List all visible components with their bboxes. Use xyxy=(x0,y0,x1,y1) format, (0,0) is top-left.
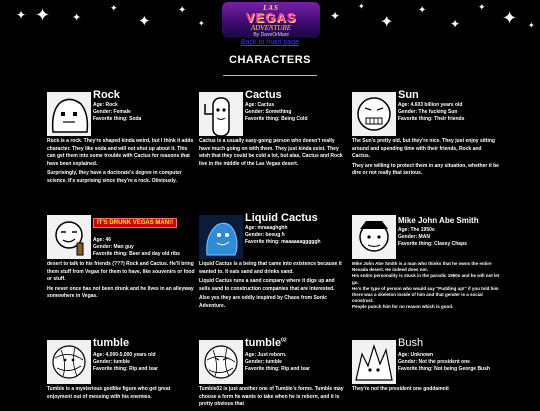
character-favorite: Favorite thing: Not being George Bush xyxy=(398,366,490,372)
star-decoration: ✦ xyxy=(330,9,341,23)
mike-icon xyxy=(352,215,396,259)
description-paragraph: Liquid Cactus is a being that came into existence because it wanted to. It eats sand and drinks sand. xyxy=(199,261,342,275)
description-paragraph: Rock is a rock. They're shaped kinda weird, but I think it adds character. They like soda and will not shut up about it. This can get them into some trouble with Cactus for reasons that have been explained. xyxy=(47,138,194,167)
character-description xyxy=(352,138,500,180)
star-decoration: ✦ xyxy=(358,2,365,11)
star-decoration: ✦ xyxy=(110,4,118,14)
description-paragraph: He's the type of person who would say "Pudding up!" if you told him there was a skeleton inside of him and that gender is a social construct. xyxy=(352,285,499,304)
character-age: Age: Just reborn. xyxy=(245,352,287,358)
character-gender: Gender: beeug h xyxy=(245,232,285,238)
tumbleweed-icon xyxy=(199,340,243,384)
tumble-portrait xyxy=(47,340,91,384)
description-paragraph: He never once has not been drunk and he lives in an alleyway somewhere in Vegas. xyxy=(47,285,194,300)
drunk-vegas-man-portrait xyxy=(47,215,91,259)
back-to-main-link[interactable]: Back to main page xyxy=(241,39,299,46)
star-decoration: ✦ xyxy=(528,21,535,30)
description-paragraph: People punch him for no reason which is good. xyxy=(352,304,454,310)
sun-icon xyxy=(352,92,396,136)
description-paragraph: The Sun's pretty old, but they're nice. They just enjoy sitting around and spending time with their friends, Rock and Cactus. xyxy=(352,138,495,160)
star-decoration: ✦ xyxy=(502,8,518,29)
character-name: Sun xyxy=(398,89,419,101)
star-decoration: ✦ xyxy=(478,3,486,13)
description-paragraph: desert to talk to his friends (???) Rock and Cactus. He'll bring them stuff from Vegas for them to have, like souvenirs or food or stuff. xyxy=(47,261,195,283)
character-gender: Gender: tumble xyxy=(245,359,282,365)
character-age: Age: Unknown xyxy=(398,352,433,358)
character-description xyxy=(47,138,195,188)
character-gender: Gender: tumble xyxy=(93,359,130,365)
tumbleweed-icon xyxy=(47,340,91,384)
character-age: Age: 46 xyxy=(93,237,112,243)
cactus-icon xyxy=(199,92,243,136)
page-title: CHARACTERS xyxy=(229,54,311,66)
description-paragraph: They're not the president one goddamnit xyxy=(352,386,449,392)
character-name-text: tumble xyxy=(245,337,282,349)
description-paragraph: Also yes they are oddly inspired by Chaos from Sonic Adventure. xyxy=(199,295,328,309)
character-name: tumble xyxy=(93,337,130,349)
character-favorite: Favorite thing: Soda xyxy=(93,116,142,122)
character-age: Age: The 1950s xyxy=(398,227,435,233)
description-paragraph: They are willing to protect them in any situation, whether it be dire or not really that serious. xyxy=(352,162,499,177)
character-favorite: Favorite thing: Being Cold xyxy=(245,116,308,122)
character-age: Age: Rock xyxy=(93,102,118,108)
description-paragraph: Cactus is a usually easy-going person who doesn't really have much going on with them. They just kinda exist. They wish that they could be cold a lot, but alas, Cactus and Rock live in the middle of the Las Vegas desert. xyxy=(199,138,343,167)
character-age: Age: 4.603 billion years old xyxy=(398,102,463,108)
bush-icon xyxy=(352,340,396,384)
logo-line-2: VEGAS xyxy=(245,10,297,25)
star-decoration: ✦ xyxy=(450,17,461,31)
star-decoration: ✦ xyxy=(198,19,205,28)
site-header xyxy=(0,0,540,40)
star-decoration: ✦ xyxy=(72,11,82,24)
character-name: Cactus xyxy=(245,89,282,101)
character-favorite: Favorite thing: Beer and day old ribs xyxy=(93,251,180,257)
character-name: Liquid Cactus xyxy=(245,212,318,224)
star-decoration: ✦ xyxy=(16,8,27,22)
character-name xyxy=(245,337,287,349)
description-paragraph: His entire personality is stuck in the parodic 1950s and he will not let go. xyxy=(352,273,500,285)
star-decoration: ✦ xyxy=(138,12,151,30)
tumble02-portrait xyxy=(199,340,243,384)
character-name: Rock xyxy=(93,89,120,101)
character-favorite: Favorite thing: Classy Chaps xyxy=(398,241,467,247)
character-favorite: Favorite thing: Rip and tear xyxy=(93,366,159,372)
character-gender: Gender: Not the president one xyxy=(398,359,470,365)
character-description xyxy=(199,138,347,170)
rock-icon xyxy=(47,92,91,136)
drunk-man-icon xyxy=(47,215,91,259)
site-logo[interactable] xyxy=(222,2,320,38)
character-age: Age: mraaaghghh xyxy=(245,225,288,231)
description-paragraph: Tumble is a mysterious godlike figure who get great enjoyment out of messing with his enemies. xyxy=(47,386,171,400)
character-favorite: Favorite thing: maaaaaagggggh xyxy=(245,239,321,245)
star-decoration: ✦ xyxy=(178,5,187,16)
character-favorite: Favorite thing: Rip and tear xyxy=(245,366,311,372)
character-description xyxy=(352,261,500,311)
character-description xyxy=(47,386,195,403)
logo-line-1: LAS xyxy=(263,4,279,12)
rock-portrait xyxy=(47,92,91,136)
character-gender: Gender: Female xyxy=(93,109,131,115)
sun-portrait xyxy=(352,92,396,136)
description-paragraph: Liquid Cactus runs a sand company where it digs up and sells sand to construction companies that are interested. xyxy=(199,278,335,292)
description-paragraph: Mike John Abe Smith is a man who thinks that he owns the entire Nevada desert. He indeed does not. xyxy=(352,261,492,273)
character-description xyxy=(199,386,347,411)
cactus-portrait xyxy=(199,92,243,136)
liquid-cactus-portrait xyxy=(199,215,243,259)
mike-portrait xyxy=(352,215,396,259)
character-name-superscript: 02 xyxy=(281,337,287,344)
logo-line-3: ADVENTURE xyxy=(250,24,292,32)
character-favorite: Favorite thing: Their friends xyxy=(398,116,465,122)
star-decoration: ✦ xyxy=(418,5,427,16)
drunk-vegas-man-callout: IT'S DRUNK VEGAS MAN!! xyxy=(93,218,177,228)
character-gender: Gender: Something xyxy=(245,109,292,115)
character-name: Bush xyxy=(398,337,424,349)
star-decoration: ✦ xyxy=(380,12,394,31)
character-age: Age: 4,000-5,000 years old xyxy=(93,352,156,358)
character-description xyxy=(47,261,195,303)
logo-byline: By DaveOrMani xyxy=(253,32,289,38)
character-description xyxy=(199,261,347,313)
character-name: Mike John Abe Smith xyxy=(398,216,479,225)
character-age: Age: Cactus xyxy=(245,102,275,108)
character-gender: Gender: Man guy xyxy=(93,244,134,250)
star-decoration: ✦ xyxy=(35,5,51,26)
bush-portrait xyxy=(352,340,396,384)
description-paragraph: Tumble02 is just another one of Tumble's forms. Tumble may choose a form he wants to take when he is reborn, and it is pretty obvious that xyxy=(199,386,344,408)
description-paragraph: Surprisingly, they have a doctorate's degree in computer science. It's surprising since they're a rock. Obviously. xyxy=(47,170,182,184)
title-divider xyxy=(223,75,317,76)
liquid-cactus-icon xyxy=(199,215,243,259)
character-gender: Gender: MAN xyxy=(398,234,430,240)
character-gender: Gender: The fucking Sun xyxy=(398,109,458,115)
character-description xyxy=(352,386,500,396)
